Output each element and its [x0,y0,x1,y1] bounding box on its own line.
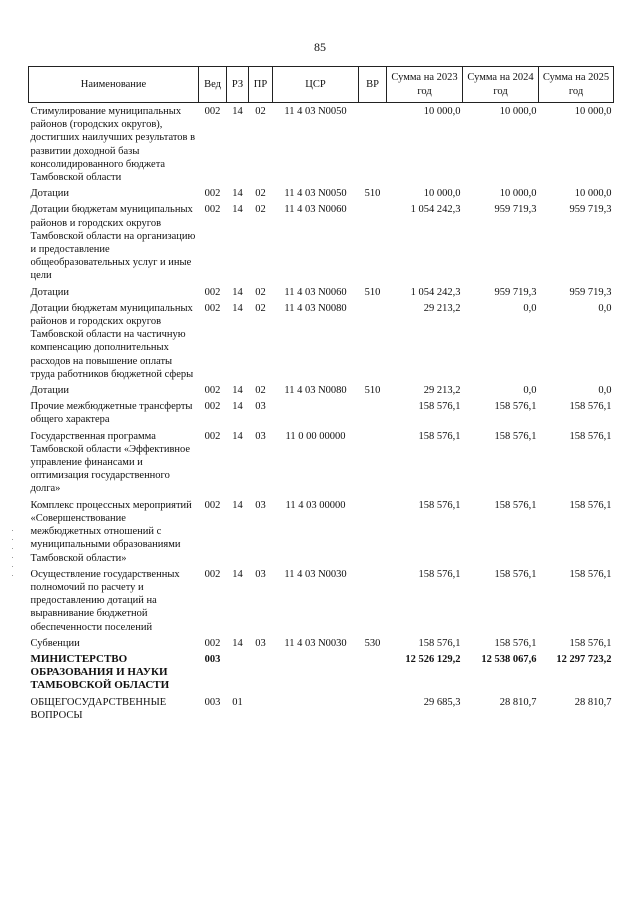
row-name: Комплекс процессных мероприятий «Совершенствование межбюджетных отношений с муниципальными образованиями Тамбовской области» [30,499,192,564]
row-sum-2025: 959 719,3 [569,204,612,216]
table-row [29,185,614,201]
row-csr: 11 4 03 N0050 [284,106,347,117]
row-sum-2025: 158 576,1 [569,568,612,580]
row-sum-2024: 0,0 [523,302,537,314]
row-name: ОБЩЕГОСУДАРСТВЕННЫЕ ВОПРОСЫ [30,696,167,721]
row-pr: 03 [255,568,266,580]
row-ved: 002 [204,637,221,649]
row-ved: 002 [204,499,221,511]
row-sum-2025: 158 576,1 [569,499,612,511]
table-row [29,103,614,186]
table-row [29,398,614,427]
row-csr: 11 4 03 N0080 [284,302,347,314]
row-pr [249,651,273,694]
table-row-ministry [29,651,614,694]
row-pr: 02 [255,188,266,200]
table-row [29,566,614,635]
row-csr: 11 0 00 00000 [285,430,346,442]
row-vr [359,201,387,283]
row-name: Государственная программа Тамбовской области «Эффективное управление финансами и оптимизация государственного долга» [30,430,191,495]
row-csr: 11 4 03 N0060 [284,204,347,216]
row-csr: 11 4 03 N0080 [284,385,347,397]
row-pr: 02 [255,286,266,298]
row-sum-2023: 158 576,1 [418,499,461,511]
row-name: Осуществление государственных полномочий по расчету и предоставлению дотаций на выравнивание бюджетной обеспеченности поселений [30,568,180,633]
row-sum-2023: 1 054 242,3 [410,286,461,298]
row-csr: 11 4 03 N0030 [284,568,347,580]
header-vr: ВР [359,67,387,103]
row-csr [273,694,359,723]
row-sum-2023: 1 054 242,3 [410,204,461,216]
row-sum-2023: 29 685,3 [423,696,461,708]
row-csr: 11 4 03 00000 [285,499,346,511]
row-sum-2024: 158 576,1 [494,499,537,511]
header-sum-2025: Сумма на 2025 год [539,67,614,103]
row-sum-2025: 28 810,7 [574,696,612,708]
row-pr [249,694,273,723]
row-ved: 002 [204,401,221,413]
row-sum-2024: 0,0 [523,385,537,397]
row-sum-2025: 158 576,1 [569,430,612,442]
header-csr: ЦСР [273,67,359,103]
header-ved: Вед [199,67,227,103]
row-ved: 002 [204,385,221,397]
row-rz [227,651,249,694]
row-sum-2023: 158 576,1 [418,637,461,649]
row-csr: 11 4 03 N0050 [284,188,347,200]
row-name: Прочие межбюджетные трансферты общего характера [30,401,193,426]
row-pr: 03 [255,499,266,511]
row-sum-2024: 158 576,1 [494,637,537,649]
table-row [29,382,614,398]
row-ved: 002 [204,106,221,117]
row-sum-2024: 10 000,0 [499,106,537,117]
table-header-row [29,67,614,103]
row-vr: 530 [364,637,381,649]
row-rz: 14 [232,568,243,580]
row-name: Дотации [30,286,70,298]
row-name: Дотации бюджетам муниципальных районов и городских округов Тамбовской области на организацию и предоставление общеобразовательных услуг и иные цели [30,204,196,282]
row-sum-2025: 0,0 [598,302,612,314]
header-name: Наименование [29,67,199,103]
row-ved: 002 [204,568,221,580]
row-rz: 14 [232,499,243,511]
row-pr: 02 [255,204,266,216]
row-ved: 002 [204,204,221,216]
row-sum-2024: 158 576,1 [494,568,537,580]
row-sum-2025: 158 576,1 [569,401,612,413]
row-rz: 14 [232,430,243,442]
row-vr: 510 [364,385,381,397]
row-pr: 03 [255,430,266,442]
row-vr [359,103,387,186]
row-name: Стимулирование муниципальных районов (городских округов), достигших наилучших результатов в развитии доходной базы консолидированного бюджета Тамбовской области [30,106,196,184]
row-pr: 02 [255,302,266,314]
row-pr: 03 [255,401,266,413]
row-vr: 510 [364,286,381,298]
row-rz: 14 [232,385,243,397]
row-csr [273,398,359,427]
row-name: Дотации бюджетам муниципальных районов и городских округов Тамбовской области на частичную компенсацию дополнительных расходов на повышение оплаты труда работников бюджетной сферы [30,302,194,380]
row-sum-2025: 959 719,3 [569,286,612,298]
row-vr [359,694,387,723]
row-ved: 003 [204,653,221,665]
row-sum-2024: 158 576,1 [494,430,537,442]
row-ved: 003 [204,696,221,708]
row-rz: 01 [232,696,243,708]
table-row [29,300,614,382]
table-row [29,284,614,300]
table-row [29,635,614,651]
row-rz: 14 [232,106,243,117]
header-sum-2023: Сумма на 2023 год [387,67,463,103]
row-sum-2025: 12 297 723,2 [556,653,612,665]
row-sum-2023: 10 000,0 [423,188,461,200]
header-sum-2024: Сумма на 2024 год [463,67,539,103]
table-row [29,428,614,497]
row-sum-2023: 10 000,0 [423,106,461,117]
row-ved: 002 [204,430,221,442]
row-sum-2024: 10 000,0 [499,188,537,200]
row-sum-2025: 10 000,0 [574,106,612,117]
scan-margin-marks [12,530,14,590]
row-ved: 002 [204,302,221,314]
row-ved: 002 [204,188,221,200]
row-sum-2024: 959 719,3 [494,204,537,216]
row-sum-2023: 158 576,1 [418,568,461,580]
row-sum-2024: 12 538 067,6 [481,653,537,665]
row-rz: 14 [232,302,243,314]
page-number: 85 [314,40,326,54]
row-sum-2024: 158 576,1 [494,401,537,413]
row-sum-2025: 10 000,0 [574,188,612,200]
row-vr: 510 [364,188,381,200]
row-csr: 11 4 03 N0060 [284,286,347,298]
row-name: МИНИСТЕРСТВО ОБРАЗОВАНИЯ И НАУКИ ТАМБОВСКОЙ ОБЛАСТИ [30,652,170,692]
table-row [29,694,614,723]
row-sum-2025: 158 576,1 [569,637,612,649]
row-sum-2023: 29 213,2 [423,385,461,397]
row-pr: 02 [255,385,266,397]
row-sum-2024: 959 719,3 [494,286,537,298]
row-vr [359,497,387,566]
row-rz: 14 [232,204,243,216]
row-ved: 002 [204,286,221,298]
row-name: Субвенции [30,637,80,649]
header-rz: РЗ [227,67,249,103]
row-sum-2023: 29 213,2 [423,302,461,314]
row-vr [359,566,387,635]
row-rz: 14 [232,188,243,200]
row-rz: 14 [232,401,243,413]
row-vr [359,300,387,382]
table-row [29,201,614,283]
row-name: Дотации [30,385,70,397]
row-pr: 02 [255,106,266,117]
row-vr [359,398,387,427]
row-sum-2023: 12 526 129,2 [405,653,461,665]
budget-table [28,66,614,723]
row-rz: 14 [232,637,243,649]
header-pr: ПР [249,67,273,103]
row-sum-2024: 28 810,7 [499,696,537,708]
row-csr [273,651,359,694]
row-sum-2023: 158 576,1 [418,401,461,413]
row-csr: 11 4 03 N0030 [284,637,347,649]
row-sum-2023: 158 576,1 [418,430,461,442]
row-vr [359,651,387,694]
row-vr [359,428,387,497]
row-pr: 03 [255,637,266,649]
row-rz: 14 [232,286,243,298]
table-row [29,497,614,566]
row-name: Дотации [30,188,70,200]
row-sum-2025: 0,0 [598,385,612,397]
